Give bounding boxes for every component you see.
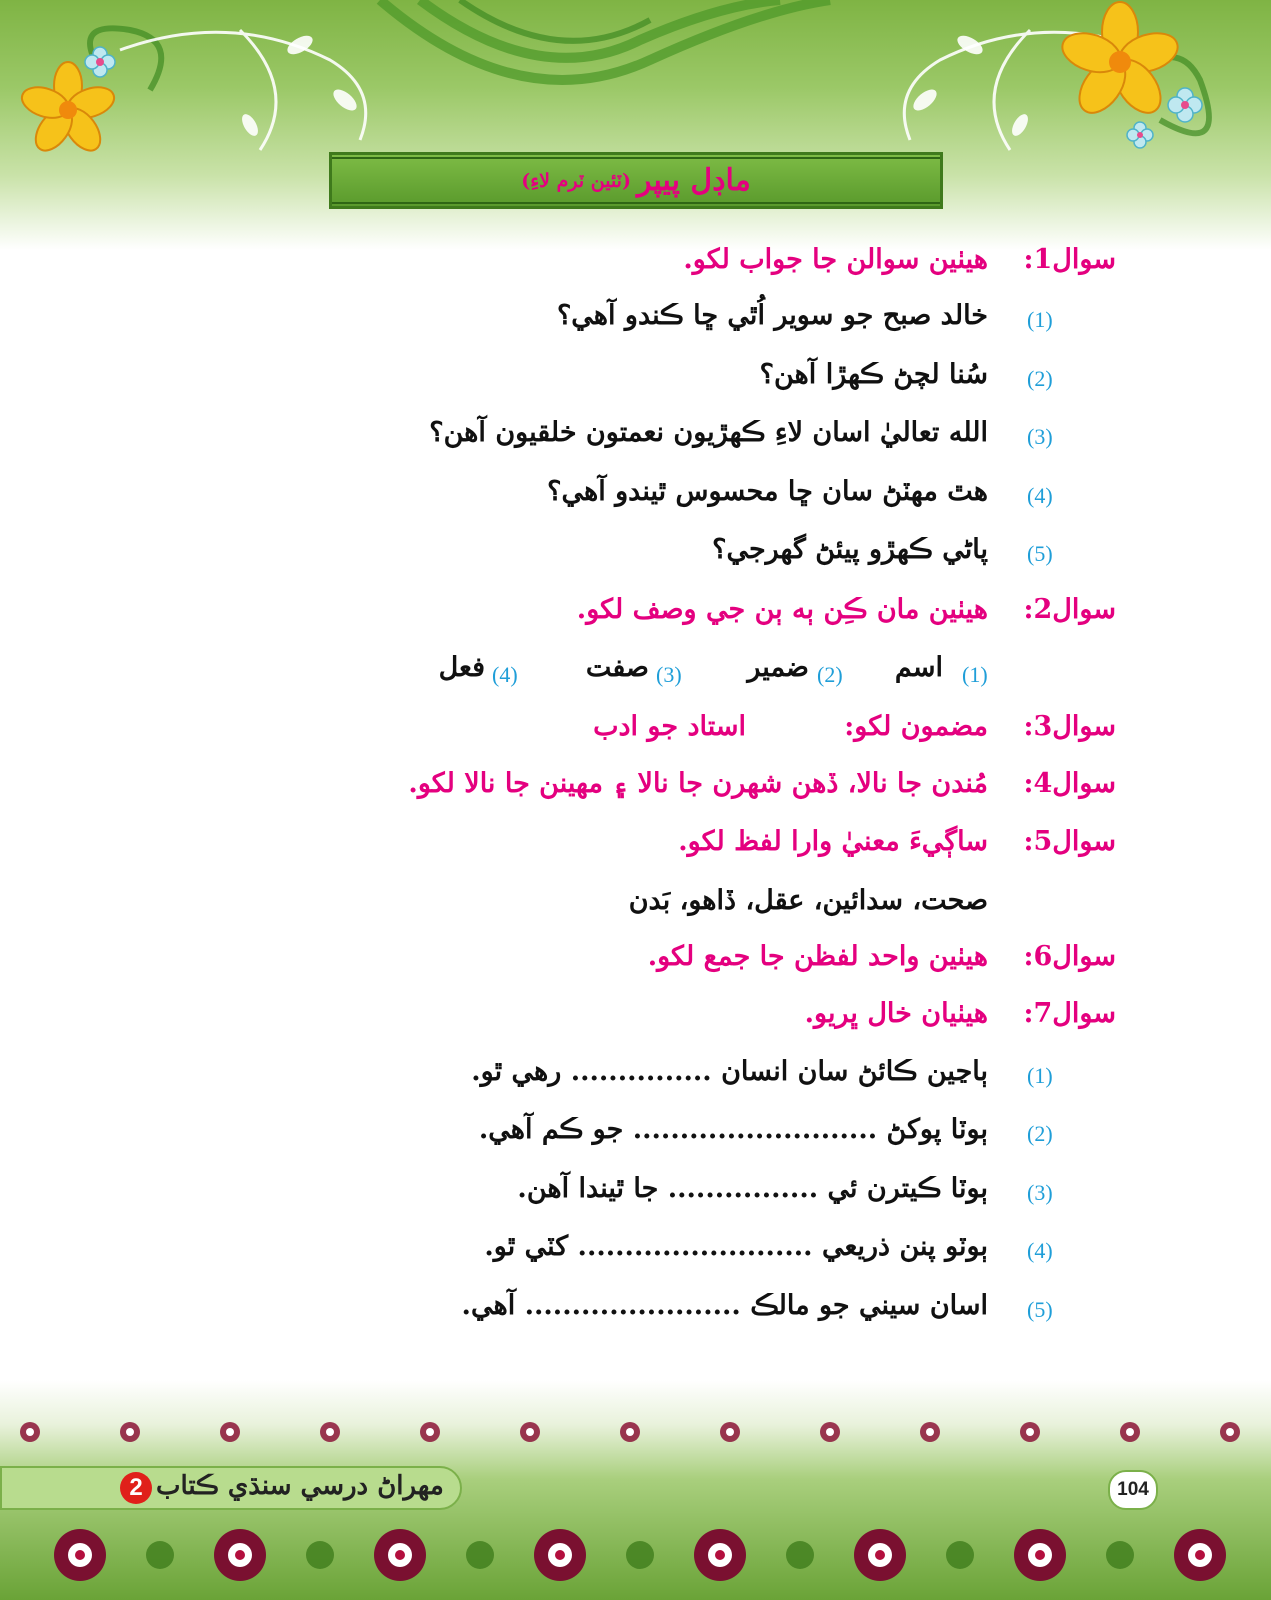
page-title: ماڊل پيپر: [636, 163, 751, 198]
q1-item-number: (2): [1027, 366, 1053, 391]
q7-item: ٻوٽو پنن ذريعي ......................... کٽي ٿو.: [484, 1231, 988, 1262]
question-1-text: هيٺين سوالن جا جواب لکو.: [683, 244, 988, 275]
question-4-label: سوال4:: [1023, 768, 1116, 799]
q1-item-number: (4): [1027, 483, 1053, 508]
question-5-label: سوال5:: [1023, 826, 1116, 857]
q1-item: سُنا لچڻ ڪهڙا آهن؟: [759, 359, 988, 390]
q1-item-number: (5): [1027, 541, 1053, 566]
q7-item-number: (1): [1027, 1063, 1053, 1088]
q1-item-number: (1): [1027, 307, 1053, 332]
q7-item-number: (4): [1027, 1238, 1053, 1263]
q1-item: خالد صبح جو سوير اُٿي ڇا ڪندو آهي؟: [556, 300, 988, 331]
question-6-text: هيٺين واحد لفظن جا جمع لکو.: [647, 941, 988, 972]
q7-item-number: (3): [1027, 1180, 1053, 1205]
page-number: 104: [1108, 1470, 1158, 1510]
question-6-label: سوال6:: [1023, 941, 1116, 972]
book-title: مهراڻ درسي سنڌي ڪتاب: [156, 1471, 444, 1501]
question-7-label: سوال7:: [1023, 998, 1116, 1029]
question-5-text: ساڳيءَ معنيٰ وارا لفظ لکو.: [678, 826, 988, 857]
q7-item-number: (5): [1027, 1297, 1053, 1322]
question-1-label: سوال1:: [1023, 244, 1116, 275]
page-subtitle: (ٽئين ٽرم لاءِ): [521, 169, 631, 192]
q2-option-number: (2): [817, 662, 843, 687]
q7-item: ٻوٽا پوکڻ .......................... جو ڪم آهي.: [478, 1114, 988, 1145]
q1-item: الله تعاليٰ اسان لاءِ ڪهڙيون نعمتون خلقيون آهن؟: [429, 417, 988, 448]
question-4-text: مُندن جا نالا، ڏهن شهرن جا نالا ۽ مهينن جا نالا لکو.: [408, 768, 988, 799]
q1-item-number: (3): [1027, 424, 1053, 449]
q2-option: ضمير: [747, 652, 809, 683]
question-7-text: هيٺيان خال ڀريو.: [804, 998, 988, 1029]
banner-rule: [332, 157, 940, 159]
q1-item: پاڻي ڪهڙو پيئڻ گهرجي؟: [712, 534, 988, 565]
q2-option-number: (3): [656, 662, 682, 687]
banner-rule: [332, 202, 940, 204]
synonym-words: صحت، سدائين، عقل، ڏاهو، بَدن: [628, 885, 988, 916]
q2-option: صفت: [585, 652, 649, 683]
q7-item: ٻاڃين ڪائڻ سان انسان ............... رهي ٿو.: [471, 1056, 988, 1087]
q1-item: هٿ مهٽڻ سان ڇا محسوس ٿيندو آهي؟: [547, 476, 988, 507]
q7-item: ٻوٽا ڪيترن ئي ................ جا ٿيندا آهن.: [517, 1173, 988, 1204]
question-2-label: سوال2:: [1023, 594, 1116, 625]
question-3-label: سوال3:: [1023, 711, 1116, 742]
title-banner: [329, 152, 943, 209]
question-3-text: مضمون لکو:: [844, 711, 988, 742]
question-2-text: هيٺين مان ڪِن ٻه ٻن جي وصف لکو.: [576, 594, 988, 625]
essay-topic: استاد جو ادب: [593, 711, 746, 742]
ajrak-pattern-decoration: [0, 1420, 1271, 1600]
q2-option-number: (4): [492, 662, 518, 687]
q7-item-number: (2): [1027, 1121, 1053, 1146]
q2-option-number: (1): [962, 662, 988, 687]
q2-option: فعل: [438, 652, 485, 683]
book-number-badge: 2: [120, 1472, 152, 1504]
q7-item: اسان سيني جو مالڪ ....................... آهي.: [461, 1290, 988, 1321]
q2-option: اسم: [894, 652, 943, 683]
